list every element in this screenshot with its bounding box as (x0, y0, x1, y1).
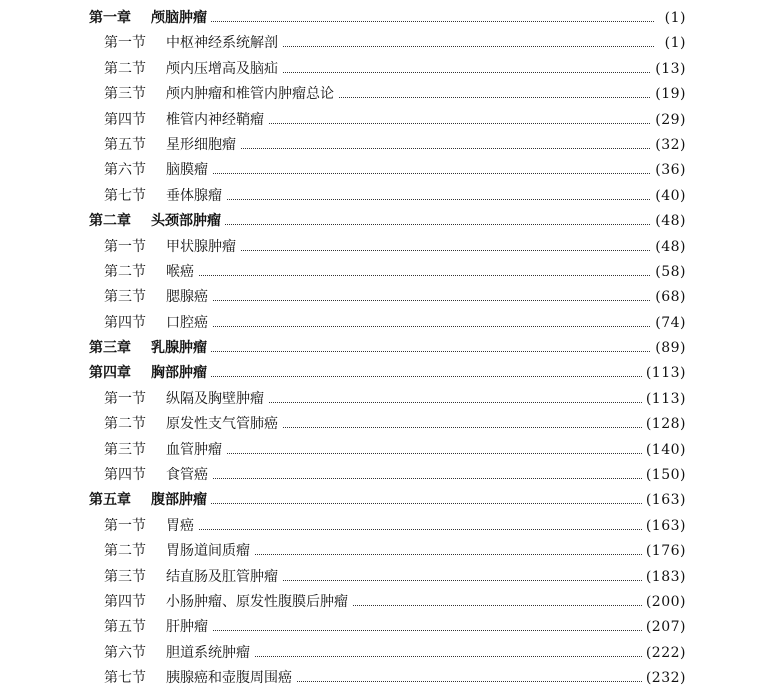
toc-page-number: (128) (642, 412, 686, 437)
dot-leader (175, 148, 654, 149)
toc-page-number: (163) (642, 514, 686, 539)
toc-section-1-4[interactable] (0, 108, 772, 133)
toc-number: 第五节 (104, 619, 146, 636)
toc-page-number: (222) (642, 641, 686, 666)
toc-title: 脑膜瘤 (166, 158, 212, 183)
toc-number: 第三节 (104, 289, 146, 306)
toc-number: 第一节 (104, 517, 146, 534)
toc-chapter-2[interactable] (0, 209, 772, 234)
toc-section-5-5[interactable] (0, 615, 772, 640)
toc-title: 腹部肿瘤 (151, 488, 211, 513)
table-of-contents (0, 6, 772, 692)
dot-leader (175, 529, 654, 530)
toc-section-1-6[interactable] (0, 158, 772, 183)
toc-page-number: (32) (651, 133, 686, 158)
toc-section-1-7[interactable] (0, 184, 772, 209)
toc-number: 第三节 (104, 568, 146, 585)
toc-number: 第五章 (89, 492, 131, 509)
toc-section-2-1[interactable] (0, 235, 772, 260)
toc-number: 第二节 (104, 263, 146, 280)
toc-page-number: (183) (642, 565, 686, 590)
toc-page-number: (89) (651, 336, 686, 361)
dot-leader (175, 630, 654, 631)
toc-page-number: (176) (642, 539, 686, 564)
toc-page-number: (68) (651, 285, 686, 310)
toc-number: 第三节 (104, 86, 146, 103)
toc-title: 腮腺癌 (166, 285, 212, 310)
dot-leader (175, 300, 654, 301)
toc-page-number: (48) (651, 209, 686, 234)
dot-leader (175, 478, 654, 479)
toc-title: 血管肿瘤 (166, 438, 226, 463)
toc-number: 第四节 (104, 467, 146, 484)
toc-number: 第五节 (104, 136, 146, 153)
toc-number: 第七节 (104, 187, 146, 204)
toc-title: 口腔癌 (166, 311, 212, 336)
toc-number: 第四节 (104, 314, 146, 331)
toc-section-2-2[interactable] (0, 260, 772, 285)
dot-leader (175, 250, 654, 251)
toc-page-number: (140) (642, 438, 686, 463)
toc-number: 第一章 (89, 10, 131, 26)
toc-title: 星形细胞瘤 (166, 133, 240, 158)
toc-title: 颅内压增高及脑疝 (166, 57, 282, 82)
toc-number: 第七节 (104, 670, 146, 687)
toc-page-number: (74) (651, 311, 686, 336)
toc-chapter-4[interactable] (0, 361, 772, 386)
toc-page-number: (150) (642, 463, 686, 488)
toc-title: 纵隔及胸壁肿瘤 (166, 387, 268, 412)
toc-section-5-2[interactable] (0, 539, 772, 564)
dot-leader (175, 453, 654, 454)
toc-section-5-4[interactable] (0, 590, 772, 615)
toc-page-number: (200) (642, 590, 686, 615)
toc-section-5-1[interactable] (0, 514, 772, 539)
dot-leader (160, 224, 654, 225)
dot-leader (175, 199, 654, 200)
toc-section-5-3[interactable] (0, 565, 772, 590)
toc-number: 第二节 (104, 543, 146, 560)
toc-section-4-4[interactable] (0, 463, 772, 488)
toc-page-number: (232) (642, 666, 686, 691)
toc-number: 第四节 (104, 593, 146, 610)
dot-leader (175, 275, 654, 276)
toc-title: 小肠肿瘤、原发性腹膜后肿瘤 (166, 590, 352, 615)
toc-title: 甲状腺肿瘤 (166, 235, 240, 260)
toc-number: 第四节 (104, 111, 146, 128)
toc-page-number: (40) (651, 184, 686, 209)
dot-leader (175, 173, 654, 174)
toc-chapter-1[interactable] (0, 6, 772, 31)
toc-page-number: (1) (661, 6, 686, 31)
toc-section-1-5[interactable] (0, 133, 772, 158)
toc-page-number: (13) (651, 57, 686, 82)
toc-section-5-7[interactable] (0, 666, 772, 691)
toc-page-number: (58) (651, 260, 686, 285)
toc-page-number: (113) (642, 387, 686, 412)
toc-number: 第二章 (89, 213, 131, 230)
toc-chapter-5[interactable] (0, 488, 772, 513)
toc-number: 第一节 (104, 390, 146, 407)
toc-title: 颅内肿瘤和椎管内肿瘤总论 (166, 82, 338, 107)
toc-page-number: (163) (642, 488, 686, 513)
toc-title: 胆道系统肿瘤 (166, 641, 254, 666)
toc-page-number: (48) (651, 235, 686, 260)
toc-page-number: (113) (642, 361, 686, 386)
toc-section-2-3[interactable] (0, 285, 772, 310)
toc-number: 第三节 (104, 441, 146, 458)
toc-number: 第一节 (104, 238, 146, 255)
toc-section-1-2[interactable] (0, 57, 772, 82)
toc-title: 胃癌 (166, 514, 198, 539)
toc-title: 椎管内神经鞘瘤 (166, 108, 268, 133)
toc-section-1-3[interactable] (0, 82, 772, 107)
toc-section-1-1[interactable] (0, 31, 772, 56)
toc-number: 第一节 (104, 35, 146, 52)
toc-section-4-1[interactable] (0, 387, 772, 412)
dot-leader (160, 21, 654, 22)
dot-leader (160, 376, 654, 377)
toc-section-2-4[interactable] (0, 311, 772, 336)
toc-page-number: (207) (642, 615, 686, 640)
toc-title: 肝肿瘤 (166, 615, 212, 640)
toc-number: 第六节 (104, 162, 146, 179)
toc-section-4-3[interactable] (0, 438, 772, 463)
toc-section-5-6[interactable] (0, 641, 772, 666)
toc-number: 第二节 (104, 416, 146, 433)
toc-title: 胸部肿瘤 (151, 361, 211, 386)
toc-title: 结直肠及肛管肿瘤 (166, 565, 282, 590)
dot-leader (160, 503, 654, 504)
toc-title: 乳腺肿瘤 (151, 336, 211, 361)
toc-page-number: (19) (651, 82, 686, 107)
toc-number: 第六节 (104, 644, 146, 661)
toc-title: 垂体腺瘤 (166, 184, 226, 209)
dot-leader (160, 351, 654, 352)
toc-title: 原发性支气管肺癌 (166, 412, 282, 437)
toc-title: 食管癌 (166, 463, 212, 488)
toc-number: 第三章 (89, 340, 131, 357)
toc-title: 头颈部肿瘤 (151, 209, 225, 234)
toc-number: 第二节 (104, 60, 146, 77)
toc-title: 喉癌 (166, 260, 198, 285)
toc-chapter-3[interactable] (0, 336, 772, 361)
toc-title: 颅脑肿瘤 (151, 6, 211, 31)
toc-page-number: (1) (661, 31, 686, 56)
toc-page-number: (36) (651, 158, 686, 183)
dot-leader (175, 326, 654, 327)
toc-number: 第四章 (89, 365, 131, 382)
toc-section-4-2[interactable] (0, 412, 772, 437)
toc-title: 胰腺癌和壶腹周围癌 (166, 666, 296, 691)
toc-page-number: (29) (651, 108, 686, 133)
toc-title: 胃肠道间质瘤 (166, 539, 254, 564)
toc-title: 中枢神经系统解剖 (166, 31, 282, 56)
